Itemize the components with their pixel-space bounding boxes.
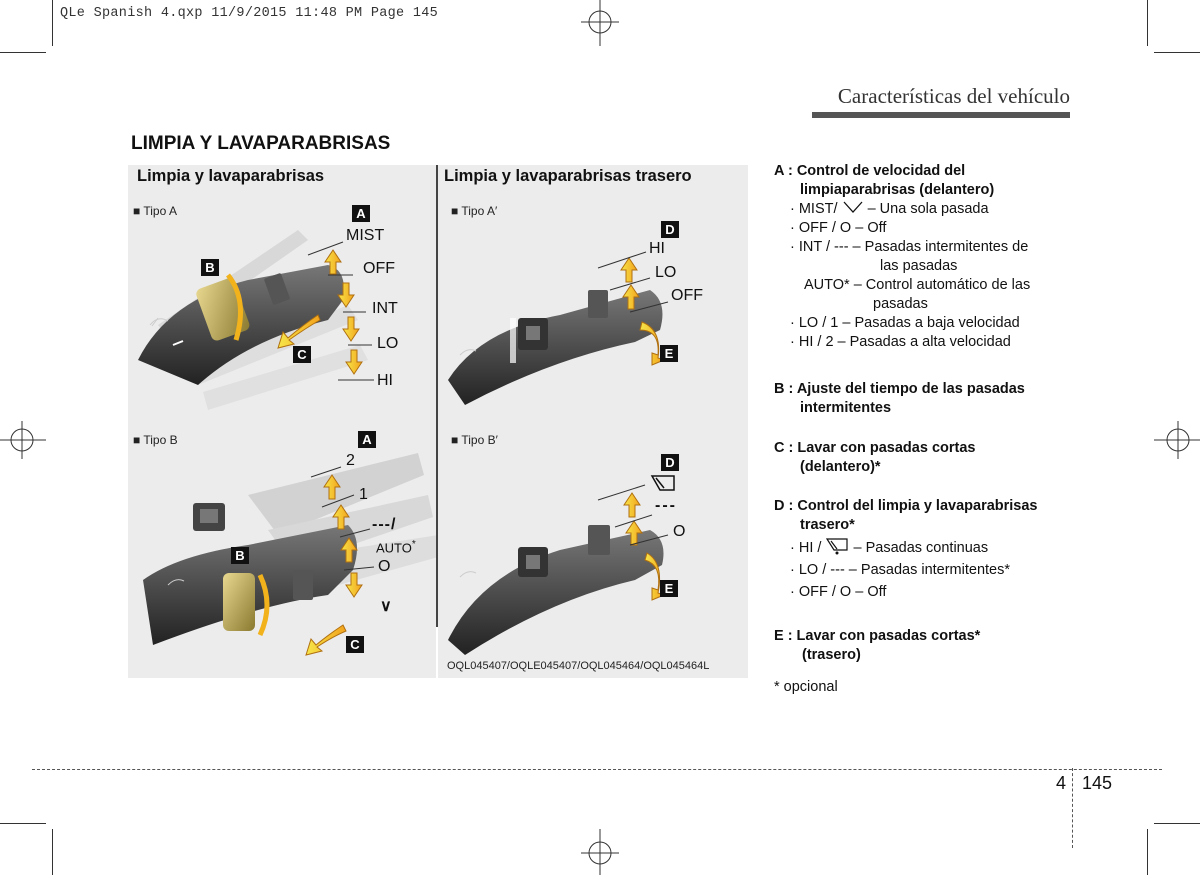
registration-mark-right <box>1154 415 1200 465</box>
section-title: LIMPIA Y LAVAPARABRISAS <box>131 133 391 154</box>
label-rear-off-o: O <box>673 523 686 540</box>
description-a-int: · INT / --- – Pasadas intermitentes de <box>790 239 1029 255</box>
square-bullet-icon: ■ <box>451 204 462 218</box>
page-number-value: 145 <box>1082 773 1113 793</box>
badge-b: B <box>231 547 249 564</box>
description-e-heading-cont: (trasero) <box>802 647 861 663</box>
crop-mark <box>52 0 53 46</box>
footnote-optional: * opcional <box>774 679 838 695</box>
description-a-auto: AUTO* – Control automático de las <box>804 277 1031 293</box>
description-d-heading: D : Control del limpia y lavaparabrisas <box>774 498 1038 514</box>
description-a-lo: · LO / 1 – Pasadas a baja velocidad <box>790 315 1020 331</box>
label-lo: LO <box>377 335 399 352</box>
description-e-heading: E : Lavar con pasadas cortas* <box>774 628 981 644</box>
type-b-label: ■ Tipo B <box>133 433 178 447</box>
wiper-stalk-type-a-illustration <box>128 220 436 420</box>
description-b <box>774 380 1074 418</box>
rear-wiper-icon <box>460 572 476 577</box>
badge-c: C <box>346 636 364 653</box>
label-rear-lo: LO <box>655 264 677 281</box>
square-bullet-icon: ■ <box>133 204 144 218</box>
chapter-header: Características del vehículo <box>837 84 1070 108</box>
description-a-heading: A : Control de velocidad del <box>774 163 966 179</box>
crop-mark <box>0 823 46 824</box>
rear-washer-icon <box>650 474 678 494</box>
badge-a: A <box>352 205 370 222</box>
registration-mark-top <box>575 0 625 46</box>
crop-mark <box>52 829 53 875</box>
label-off-o: O <box>378 558 391 575</box>
label-hi: HI <box>377 372 393 389</box>
page-number <box>1056 773 1112 794</box>
print-slug: QLe Spanish 4.qxp 11/9/2015 11:48 PM Page 145 <box>60 6 439 21</box>
description-a-hi: · HI / 2 – Pasadas a alta velocidad <box>790 334 1011 350</box>
crop-mark <box>1147 829 1148 875</box>
description-e <box>774 627 1074 665</box>
description-c <box>774 439 1074 477</box>
label-off: OFF <box>363 260 395 277</box>
label-intermittent: ---/ <box>372 516 397 533</box>
badge-a: A <box>358 431 376 448</box>
crop-mark <box>0 52 46 53</box>
crop-mark <box>1147 0 1148 46</box>
description-d-off: · OFF / O – Off <box>790 584 887 600</box>
description-d-heading-cont: trasero* <box>800 517 855 533</box>
label-rear-off: OFF <box>671 287 703 304</box>
rear-washer-icon <box>825 537 849 555</box>
description-a <box>774 162 1074 352</box>
arrow-up-icon <box>621 258 637 282</box>
description-a-mist: · MIST/ – Una sola pasada <box>790 201 989 217</box>
badge-e: E <box>660 580 678 597</box>
registration-mark-left <box>0 415 46 465</box>
header-rule <box>812 112 1070 118</box>
badge-e: E <box>660 345 678 362</box>
type-a-label: ■ Tipo A <box>133 204 177 218</box>
badge-d: D <box>661 454 679 471</box>
label-mist-v: ∨ <box>380 598 392 615</box>
figure-caption: OQL045407/OQLE045407/OQL045464/OQL045464L <box>447 660 710 672</box>
rear-wiper-stalk-type-b-illustration <box>440 455 740 655</box>
front-panel-title: Limpia y lavaparabrisas <box>137 167 325 185</box>
label-speed-2: 2 <box>346 452 355 469</box>
registration-mark-bottom <box>575 829 625 875</box>
description-c-heading: C : Lavar con pasadas cortas <box>774 440 976 456</box>
description-d-hi: · HI / – Pasadas continuas <box>774 537 1074 558</box>
single-wipe-v-icon <box>842 200 864 214</box>
panel-divider <box>436 165 438 627</box>
description-c-heading-cont: (delantero)* <box>800 459 881 475</box>
arrow-up-icon <box>624 493 640 517</box>
description-a-heading-cont: limpiaparabrisas (delantero) <box>800 182 995 198</box>
description-b-heading: B : Ajuste del tiempo de las pasadas <box>774 381 1025 397</box>
badge-b: B <box>201 259 219 276</box>
description-b-heading-cont: intermitentes <box>800 400 892 416</box>
description-d <box>774 497 1074 602</box>
type-b-prime-label: ■ Tipo B′ <box>451 433 498 447</box>
description-a-off: · OFF / O – Off <box>790 220 887 236</box>
description-d-lo: · LO / --- – Pasadas intermitentes* <box>790 562 1010 578</box>
label-mist: MIST <box>346 227 385 244</box>
square-bullet-icon: ■ <box>133 433 144 447</box>
rear-panel-title: Limpia y lavaparabrisas trasero <box>444 167 692 185</box>
crop-mark <box>1154 823 1200 824</box>
label-speed-1: 1 <box>359 486 368 503</box>
badge-c: C <box>293 346 311 363</box>
label-rear-intermittent: --- <box>655 497 677 514</box>
chapter-number: 4 <box>1056 773 1067 793</box>
square-bullet-icon: ■ <box>451 433 462 447</box>
crop-mark <box>1154 52 1200 53</box>
description-a-auto-cont: pasadas <box>873 296 928 312</box>
rear-wiper-stalk-type-a-illustration <box>440 230 740 410</box>
label-auto: AUTO* <box>376 539 416 556</box>
label-rear-hi: HI <box>649 240 665 257</box>
curved-arrow-icon <box>306 625 346 655</box>
description-a-int-cont: las pasadas <box>880 258 958 274</box>
type-a-prime-label: ■ Tipo A′ <box>451 204 498 218</box>
footer-rule <box>32 769 1162 770</box>
badge-d: D <box>661 221 679 238</box>
label-int: INT <box>372 300 398 317</box>
